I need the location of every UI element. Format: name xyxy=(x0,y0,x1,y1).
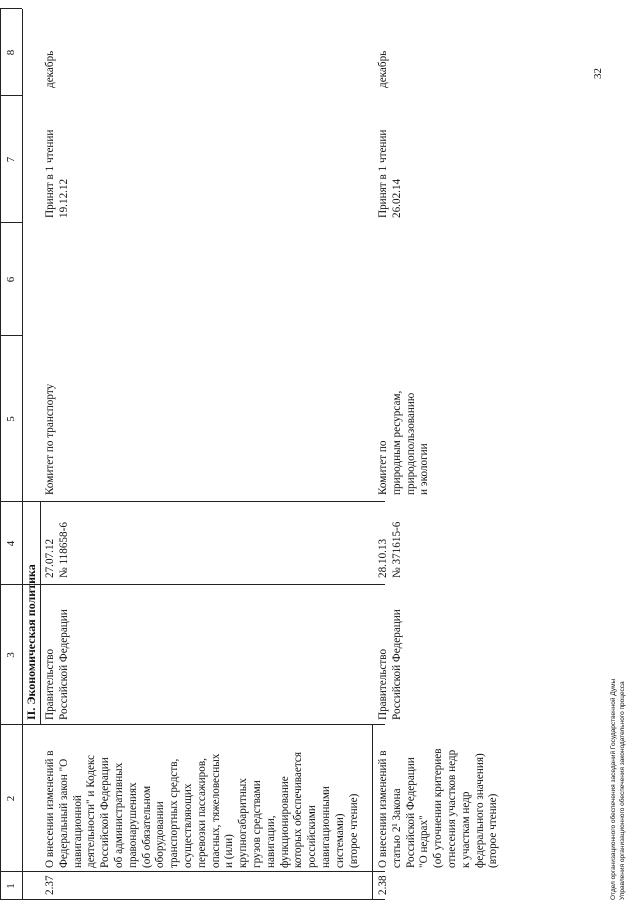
committee: Комитет по транспорту xyxy=(44,383,56,495)
section-title: II. Экономическая политика xyxy=(24,564,38,720)
status: Принят в 1 чтении 26.02.14 xyxy=(377,129,403,218)
column-header: 4 xyxy=(5,540,17,547)
column-header: 6 xyxy=(5,276,17,283)
bill-title: О внесении изменений в Федеральный закон "О навигационной деятельности" и Кодекс Российской Федерации об административных правонарушениях (об обязательном оборудовании транспортных средств, осуществляющих перевозки пассажиров, опасных, тяжеловесных и (или) крупногабаритных грузов средствами навигации, функционирование которых обеспечивается российскими навигационными системами) (второе чтение) xyxy=(44,750,360,868)
footer-line-1: Отдел организационного обеспечения заседаний Государственной Думы xyxy=(610,678,617,900)
header-divider xyxy=(22,9,23,900)
col-divider xyxy=(0,724,385,725)
col-divider xyxy=(0,584,385,585)
table-border-left xyxy=(0,899,385,900)
column-header: 5 xyxy=(5,416,17,422)
initiator: Правительство Российской Федерации xyxy=(377,609,403,720)
month: декабрь xyxy=(377,50,389,88)
table-border-top xyxy=(0,9,1,900)
section-divider xyxy=(40,502,41,725)
bill-title: О внесении изменений в статью 2¹ Закона Российской Федерации "О недрах" (об уточнении критериев отнесения участков недр к участкам недр федерального значения) (второе чтение) xyxy=(377,748,500,868)
column-header: 1 xyxy=(5,883,17,889)
status: Принят в 1 чтении 19.12.12 xyxy=(44,129,70,218)
row-number: 2.38 xyxy=(377,875,389,895)
column-header: 3 xyxy=(5,652,17,658)
col-divider xyxy=(0,871,385,872)
committee: Комитет по природным ресурсам, природопользованию и экологии xyxy=(377,390,431,495)
initiator: Правительство Российской Федерации xyxy=(44,609,70,720)
row-divider xyxy=(372,725,373,900)
footer-line-2: Управления организационного обеспечения законодательного процесса xyxy=(619,681,626,900)
column-header: 2 xyxy=(5,795,17,802)
month: декабрь xyxy=(44,50,56,88)
registration: 28.10.13 № 371615-6 xyxy=(377,521,403,578)
column-header: 8 xyxy=(5,49,17,56)
plan-table xyxy=(0,8,500,900)
registration: 27.07.12 № 118658-6 xyxy=(44,522,70,578)
column-header: 7 xyxy=(5,156,17,163)
row-number: 2.37 xyxy=(44,875,56,895)
page-number: 32 xyxy=(592,68,604,79)
